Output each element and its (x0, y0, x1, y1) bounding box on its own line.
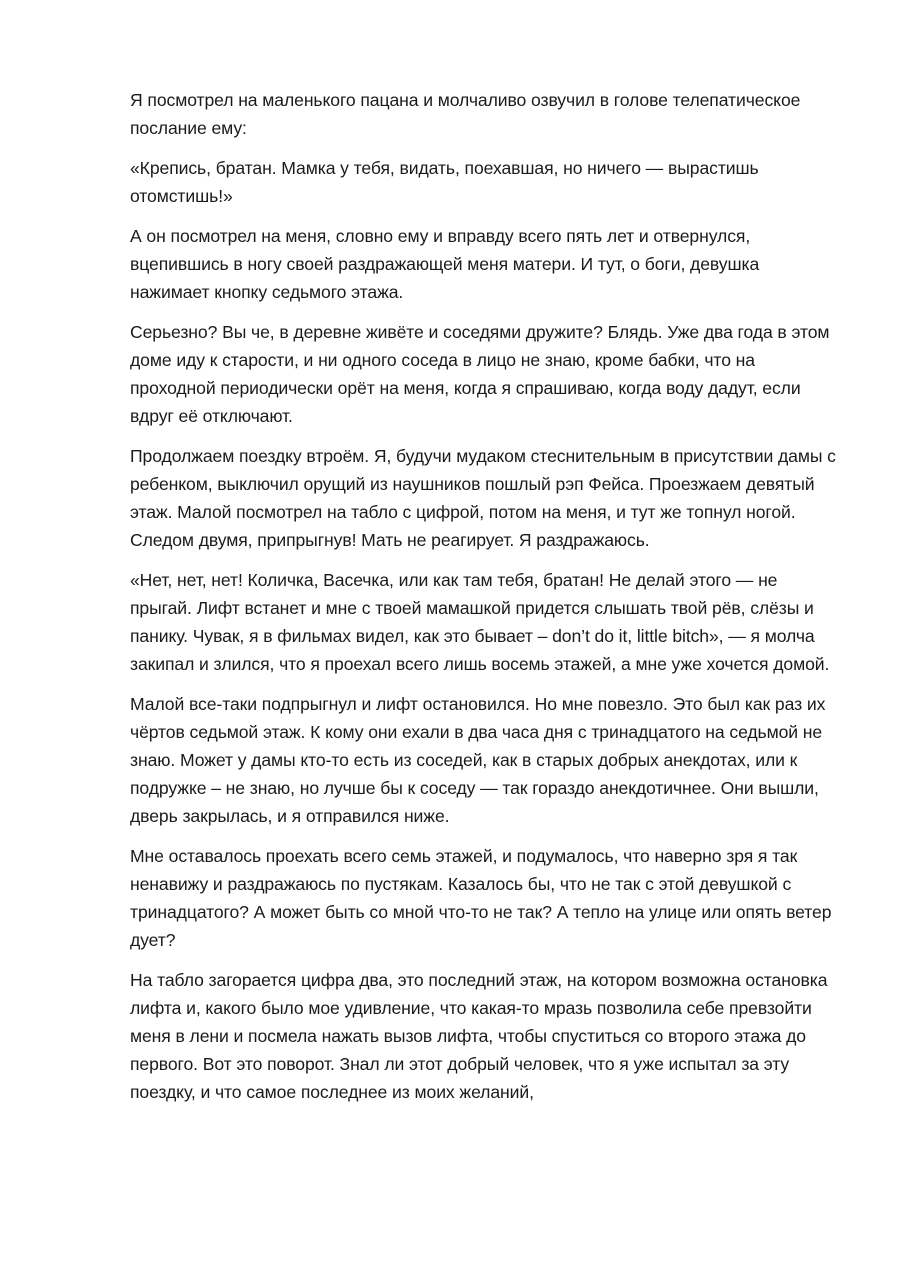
paragraph-2: «Крепись, братан. Мамка у тебя, видать, поехавшая, но ничего — вырастишь отомстишь!» (130, 158, 759, 206)
paragraph-6: «Нет, нет, нет! Количка, Васечка, или как там тебя, братан! Не делай этого — не прыгай. Лифт встанет и мне с твоей мамашкой придется слышать твой рёв, слёзы и панику. Чувак, я в фильмах видел, как это бывает – don’t do it, little bitch», — я молча закипал и злился, что я проехал всего лишь восемь этажей, а мне уже хочется домой. (130, 570, 830, 674)
document-page (130, 86, 842, 1118)
paragraph-7: Малой все-таки подпрыгнул и лифт остановился. Но мне повезло. Это был как раз их чёртов седьмой этаж. К кому они ехали в два часа дня с тринадцатого на седьмой не знаю. Может у дамы кто-то есть из соседей, как в старых добрых анекдотах, или к подружке – не знаю, но лучше бы к соседу — так гораздо анекдотичнее. Они вышли, дверь закрылась, и я отправился ниже. (130, 694, 826, 826)
paragraph-3: А он посмотрел на меня, словно ему и вправду всего пять лет и отвернулся, вцепившись в ногу своей раздражающей меня матери. И тут, о боги, девушка нажимает кнопку седьмого этажа. (130, 226, 760, 302)
paragraph-1: Я посмотрел на маленького пацана и молчаливо озвучил в голове телепатическое послание ему: (130, 90, 801, 138)
paragraph-8: Мне оставалось проехать всего семь этажей, и подумалось, что наверно зря я так ненавижу и раздражаюсь по пустякам. Казалось бы, что не так с этой девушкой с тринадцатого? А может быть со мной что-то не так? А тепло на улице или опять ветер дует? (130, 846, 832, 950)
paragraph-4: Серьезно? Вы че, в деревне живёте и соседями дружите? Блядь. Уже два года в этом доме иду к старости, и ни одного соседа в лицо не знаю, кроме бабки, что на проходной периодически орёт на меня, когда я спрашиваю, когда воду дадут, если вдруг её отключают. (130, 322, 830, 426)
paragraph-9: На табло загорается цифра два, это последний этаж, на котором возможна остановка лифта и, какого было мое удивление, что какая-то мразь позволила себе превзойти меня в лени и посмела нажать вызов лифта, чтобы спуститься со второго этажа до первого. Вот это поворот. Знал ли этот добрый человек, что я уже испытал за эту поездку, и что самое последнее из моих желаний, (130, 970, 828, 1102)
paragraph-5: Продолжаем поездку втроём. Я, будучи мудаком стеснительным в присутствии дамы с ребенком, выключил орущий из наушников пошлый рэп Фейса. Проезжаем девятый этаж. Малой посмотрел на табло с цифрой, потом на меня, и тут же топнул ногой. Следом двумя, припрыгнув! Мать не реагирует. Я раздражаюсь. (130, 446, 836, 550)
